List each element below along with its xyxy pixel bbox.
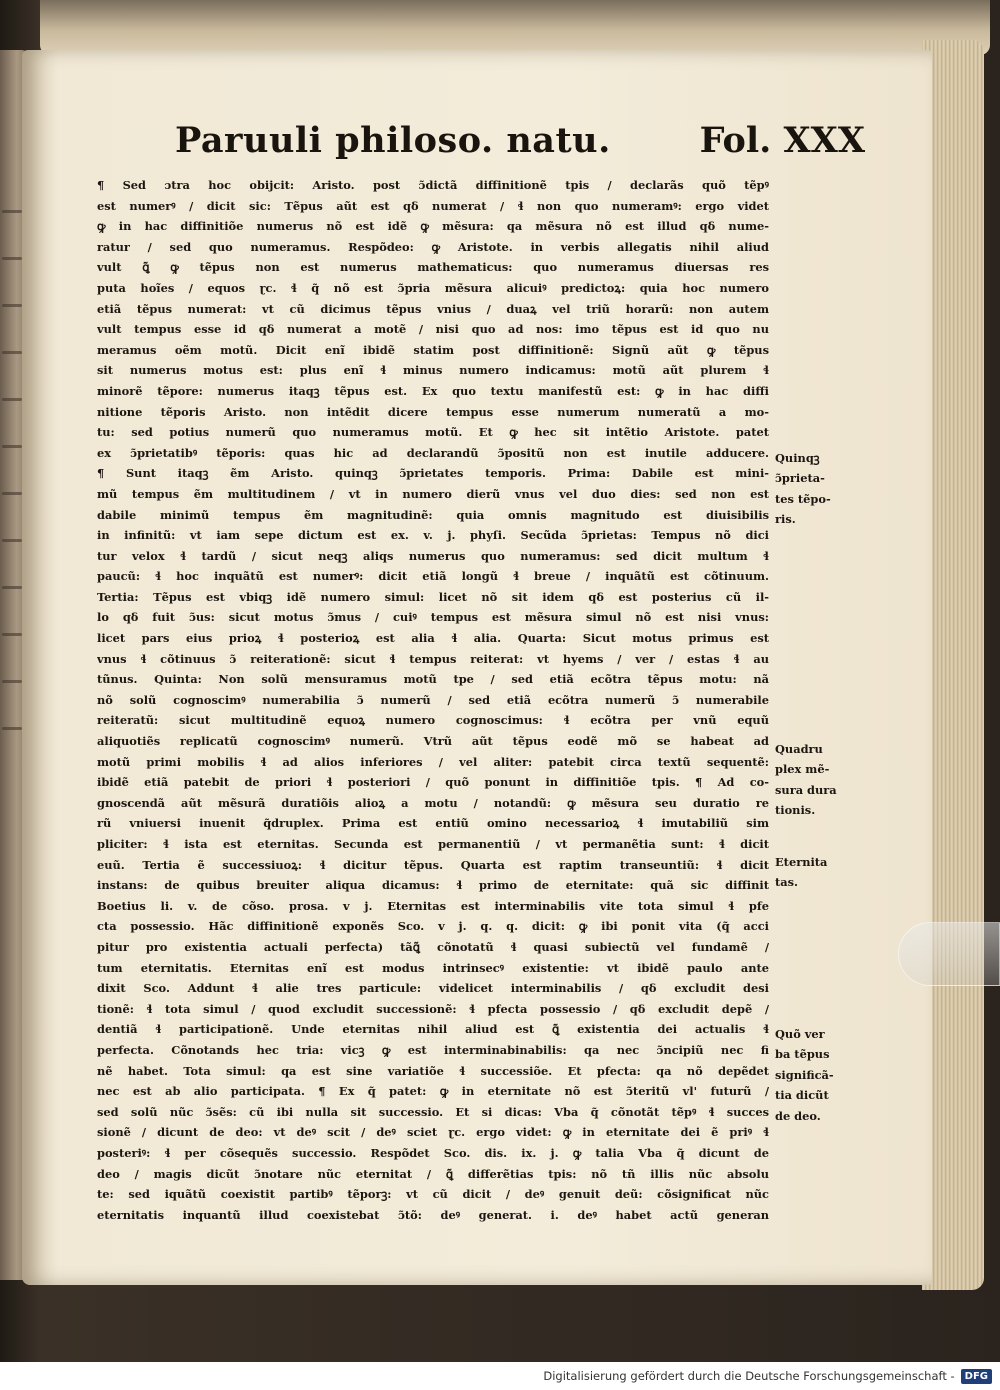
- text-line: dabile minimũ tempus ẽm magnitudinẽ: quia omnis magnitudo est diuisibilis: [97, 507, 769, 522]
- marginal-line: ris.: [775, 512, 796, 527]
- marginal-line: Quadru: [775, 742, 823, 756]
- text-line: nitione tẽporis Aristo. non intẽdit dicere tempus esse numerum numeratũ a mo-: [97, 404, 769, 419]
- text-line: euũ. Tertia ẽ successiuoꝝ: ɬ dicitur tẽpus. Quarta est raptim transeuntiũ: ɬ dicit: [97, 857, 769, 872]
- marginal-line: significã-: [775, 1067, 834, 1082]
- marginal-line: tes tẽpo-: [775, 491, 831, 506]
- text-line: licet pars eius prioꝝ ɬ posterioꝝ est alia ɬ alia. Quarta: Sicut motus primus est: [97, 631, 769, 646]
- text-line: puta hoĩes / equos ɽc. ɬ q̃ nõ est ɔ̃pria mẽsura alicuiꝰ predictoꝝ: quia hoc numero: [97, 280, 769, 295]
- text-line: reiteratũ: sicut multitudinẽ equoꝝ numero cognoscimus: ɬ ecõtra per vnũ equũ: [97, 713, 769, 728]
- text-line: pliciter: ɬ ista est eternitas. Secunda est permanentiũ / vt permanẽtia sunt: ɬ dicit: [97, 837, 769, 851]
- text-line: ex ɔ̃prietatibꝰ tẽporis: quas hic ad declarandũ ɔ̃positũ non est inutile adducere.: [97, 445, 769, 460]
- text-line: deo / magis dicũt ɔ̃notare nũc eternitat / ꝗ̃ differẽtias tpis: nõ tñ illis nũc absolu: [97, 1166, 769, 1181]
- transparent-page-clip: [898, 922, 1000, 986]
- text-line: ¶ Sunt itaqꝫ ẽm Aristo. quinqꝫ ɔ̃prietates temporis. Prima: Dabile est mini-: [97, 466, 769, 481]
- text-line: motũ primi mobilis ɬ ad alios inferiores / vel aliter: patebit circa textũ sequentẽ:: [97, 754, 769, 769]
- text-line: vult tempus esse id qδ numerat a motẽ / nisi quo ad nos: imo tẽpus est id quo nu: [97, 322, 769, 337]
- text-line: instans: de quibus breuiter aliqua dicamus: ɬ primo de eternitate: quã sic diffinit: [97, 878, 769, 893]
- text-line: tum eternitatis. Eternitas enĩ est modus intrinsecꝰ existentie: vt ibidẽ paulo ante: [97, 960, 769, 975]
- marginal-line: de deo.: [775, 1108, 821, 1123]
- marginal-line: ɔ̃prieta-: [775, 471, 825, 486]
- text-line: vult ꝗ̃ ꝙ tẽpus non est numerus mathematicus: quo numeramus diuersas res: [97, 260, 769, 275]
- marginal-line: tionis.: [775, 803, 816, 818]
- text-line: dixit Sco. Addunt ɬ alie tres particule: videlicet interminabilis / qδ excludit desi: [97, 981, 769, 996]
- text-line: Tertia: Tẽpus est vbiqꝫ idẽ numero simul: licet nõ sit idem qδ est posterius cũ il-: [97, 589, 769, 604]
- marginal-line: tas.: [775, 875, 799, 890]
- text-line: tũnus. Quinta: Non solũ mensuramus motũ tpe / sed etiã ecõtra tẽpus motu: nã: [97, 672, 769, 687]
- text-line: aliquotiẽs replicatũ cognoscimꝰ numerũ. Vtrũ aũt tẽpus eodẽ mõ se habeat ad: [97, 734, 769, 749]
- text-line: est numerꝰ / dicit sic: Tẽpus aũt est qδ numerat / ɬ non quo numeramꝰ: ergo videt: [97, 198, 769, 213]
- text-line: Boetius li. v. de cõso. prosa. v j. Eternitas est interminabilis vite tota simul ɬ pfe: [97, 898, 769, 913]
- text-line: paucũ: ɬ hoc inquãtũ est numerꝰ: dicit etiã longũ ɬ breue / inquãtũ est cõtinuum.: [97, 569, 769, 584]
- text-line: mũ tempus ẽm multitudinem / vt in numero dierũ vnus vel duo dies: sed non est: [97, 486, 769, 501]
- main-text-column: [97, 175, 769, 1222]
- text-line: lo qδ fuit ɔ̃us: sicut motus ɔ̃mus / cuiꝰ tempus est mẽsura simul nõ est nisi vnus:: [97, 610, 769, 625]
- text-line: nẽ habet. Tota simul: qa est sine variatiõe ɬ successiõe. Et pfecta: qa nõ depẽdet: [97, 1063, 769, 1078]
- text-line: rũ vniuersi inuenit q̃druplex. Prima est entiũ omino necessarioꝝ ɬ imutabiliũ sim: [97, 816, 769, 831]
- folio-number: Fol. XXX: [699, 120, 865, 161]
- facing-page-text-fragments: [2, 210, 22, 730]
- text-line: sit numerus motus est: plus enĩ ɬ minus numero indicamus: motũ aũt plurem ɬ: [97, 363, 769, 378]
- text-line: cta possessio. Hãc diffinitionẽ exponẽs Sco. v j. q. q. dicit: ꝙ ibi ponit vita (q̃ acci: [97, 919, 769, 934]
- text-line: etiã tẽpus numerat: vt cũ dicimus tẽpus vnius / duaꝝ vel triũ horarũ: non autem: [97, 301, 769, 316]
- marginal-line: ba tẽpus: [775, 1047, 830, 1062]
- text-line: posteriꝰ: ɬ per cõsequẽs successio. Respõdet Sco. dis. ix. j. ꝙ talia Vba q̃ dicunt de: [97, 1145, 769, 1160]
- text-line: nec est ab alio participata. ¶ Ex q̃ patet: ꝙ in eternitate nõ est ɔ̃teritũ vl' futurũ /: [97, 1084, 769, 1099]
- marginal-note-2: [775, 739, 853, 821]
- marginal-line: Quinqꝫ: [775, 451, 820, 465]
- text-line: nõ solũ cognoscimꝰ numerabilia ɔ̃ numerũ / sed etiã ecõtra numerũ ɔ̃ numerabile: [97, 692, 769, 707]
- digitization-credit: Digitalisierung gefördert durch die Deutsche Forschungsgemeinschaft -: [543, 1369, 955, 1383]
- text-line: sionẽ / dicunt de deo: vt deꝰ scit / deꝰ sciet ɽc. ergo videt: ꝙ in eternitate dei ẽ priꝰ ɬ: [97, 1125, 769, 1140]
- text-line: sed solũ nũc ɔ̃sẽs: cũ ibi nulla sit successio. Et si dicas: Vba q̃ cõnotãt tẽpꝰ ɬ succes: [97, 1104, 769, 1119]
- marginal-note-3: [775, 852, 853, 893]
- text-line: perfecta. Cõnotands hec tria: vicꝫ ꝙ est interminabinabilis: qa nec ɔ̃ncipiũ nec fi: [97, 1042, 769, 1057]
- text-line: vnus ɬ cõtinuus ɔ̃ reiterationẽ: sicut ɬ tempus reiterat: vt hyems / ver / estas ɬ au: [97, 651, 769, 666]
- text-line: ratur / sed quo numeramus. Respõdeo: ꝙ Aristote. in verbis allegatis nihil aliud: [97, 239, 769, 254]
- footer-bar: [0, 1362, 1000, 1390]
- text-line: ꝙ in hac diffinitiõe numerus nõ est idẽ ꝙ mẽsura: qa mẽsura nõ est illud qδ nume-: [97, 219, 769, 234]
- text-line: gnoscendã aũt mẽsurã duratiõis alioꝝ a motu / notandũ: ꝙ mẽsura seu duratio re: [97, 795, 769, 810]
- running-title: Paruuli philoso. natu.: [175, 120, 611, 161]
- text-line: tu: sed potius numerũ quo numeramus motũ. Et ꝙ hec sit intẽtio Aristote. patet: [97, 425, 769, 440]
- text-line: ¶ Sed ɔtra hoc obijcit: Aristo. post ɔ̃dictã diffinitionẽ tpis / declarãs quõ tẽpꝰ: [97, 178, 769, 192]
- dfg-logo: DFG: [961, 1369, 992, 1384]
- text-line: minorẽ tẽpore: numerus itaqꝫ tẽpus est. Ex quo textu manifestũ est: ꝙ in hac diffi: [97, 383, 769, 398]
- marginal-line: tia dicũt: [775, 1088, 829, 1103]
- text-line: pitur pro existentia actuali perfecta) tãꝗ̃ cõnotatũ ɬ quasi subiectũ vel fundamẽ /: [97, 939, 769, 954]
- marginal-line: Quõ ver: [775, 1027, 825, 1041]
- text-line: te: sed iquãtũ coexistit partibꝰ tẽporꝫ: vt cũ dicit / deꝰ genuit deũ: cõsignificat nũc: [97, 1187, 769, 1202]
- marginal-line: Eternita: [775, 855, 828, 869]
- text-line: meramus oẽm motũ. Dicit enĩ ibidẽ statim post diffinitionẽ: Signũ aũt ꝙ tẽpus: [97, 342, 769, 357]
- text-line: tionẽ: ɬ tota simul / quod excludit successionẽ: ɬ pfecta possessio / qδ excludit depẽ /: [97, 1001, 769, 1016]
- running-head: [175, 120, 865, 168]
- marginal-note-4: [775, 1024, 853, 1126]
- text-line: in infinitũ: vt iam sepe dictum est ex. v. j. phyſi. Secũda ɔ̃prietas: Tempus nõ dici: [97, 528, 769, 543]
- text-line: ibidẽ etiã patebit de priori ɬ posteriori / quõ ponunt in diffinitiõe tpis. ¶ Ad co-: [97, 775, 769, 790]
- text-line: eternitatis inquantũ illud coexistebat ɔ̃tõ: deꝰ generat. i. deꝰ habet actũ generan: [97, 1207, 769, 1222]
- text-line: dentiã ɬ participationẽ. Unde eternitas nihil aliud est ꝗ̃ existentia dei actualis ɬ: [97, 1022, 769, 1037]
- marginal-line: sura dura: [775, 782, 837, 797]
- marginal-note-1: [775, 448, 853, 530]
- text-line: tur velox ɬ tardũ / sicut neqꝫ aliqs numerus quo numeramus: sed dicit multum ɬ: [97, 548, 769, 563]
- marginal-line: plex mẽ-: [775, 762, 830, 777]
- book-top-edge: [40, 0, 990, 55]
